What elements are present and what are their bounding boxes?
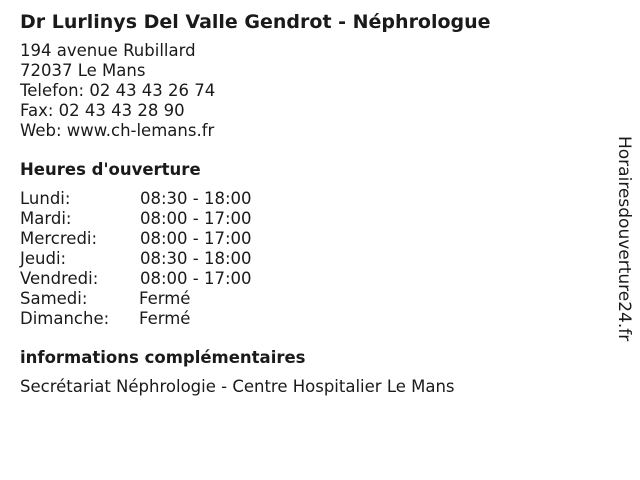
time-range: 08:00 - 17:00 [140,229,252,248]
day-label: Lundi: [20,189,71,208]
website-line: Web: www.ch-lemans.fr [20,121,215,140]
fax-number: Fax: 02 43 43 28 90 [20,101,185,120]
info-text: Secrétariat Néphrologie - Centre Hospitalier Le Mans [20,377,455,396]
phone-number: Telefon: 02 43 43 26 74 [20,81,216,100]
day-label: Jeudi: [20,249,67,268]
day-label: Mercredi: [20,229,98,248]
hours-row-sunday [20,309,252,329]
hours-row-wednesday [20,229,252,249]
street-address: 194 avenue Rubillard [20,41,196,60]
opening-hours-table [20,189,252,329]
time-range: 08:00 - 17:00 [140,269,252,288]
closed-label: Fermé [139,289,191,308]
hours-row-tuesday [20,209,252,229]
day-label: Dimanche: [20,309,110,328]
time-range: 08:00 - 17:00 [140,209,252,228]
hours-row-monday [20,189,252,209]
hours-row-friday [20,269,252,289]
closed-label: Fermé [139,309,191,328]
hours-heading: Heures d'ouverture [20,160,201,179]
info-heading: informations complémentaires [20,348,306,367]
day-label: Vendredi: [20,269,99,288]
day-label: Mardi: [20,209,72,228]
page-title: Dr Lurlinys Del Valle Gendrot - Néphrologue [20,11,491,33]
time-range: 08:30 - 18:00 [140,249,252,268]
time-range: 08:30 - 18:00 [140,189,252,208]
address-block [20,41,590,141]
hours-row-saturday [20,289,252,309]
site-brand-watermark: Horairesdouverture24.fr [614,136,634,342]
business-card [20,10,590,397]
hours-row-thursday [20,249,252,269]
day-label: Samedi: [20,289,88,308]
postal-city: 72037 Le Mans [20,61,146,80]
